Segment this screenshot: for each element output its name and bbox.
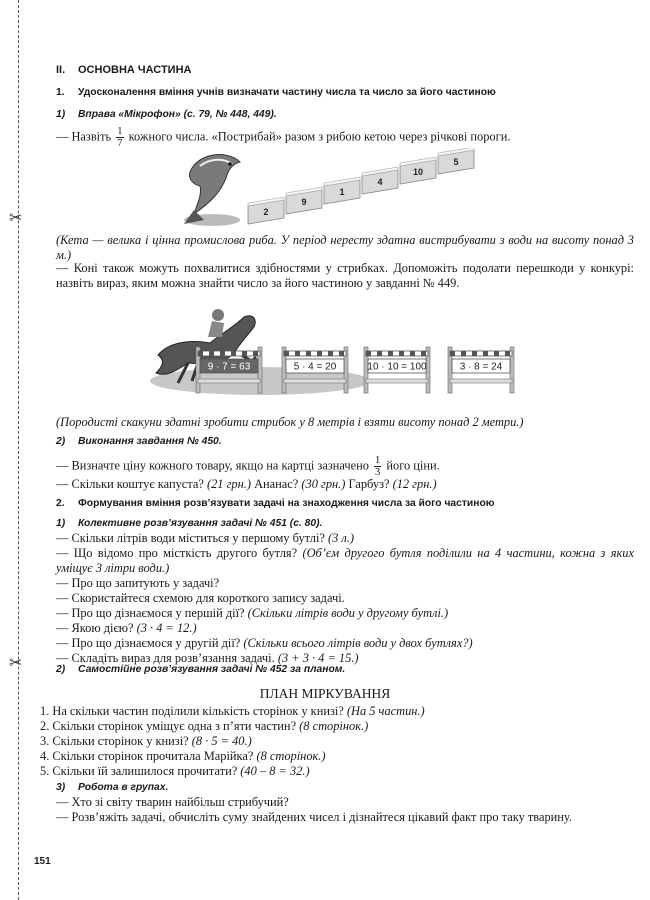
plan-item xyxy=(40,764,425,779)
plan-question: 4. Скільки сторінок прочитала Марійка? xyxy=(40,749,257,763)
qa-item xyxy=(56,606,634,621)
text: Гарбуз? xyxy=(345,477,393,491)
plan-answer: (8 сторінок.) xyxy=(299,719,369,733)
answer: (Скільки літрів води у другому бутлі.) xyxy=(247,606,449,620)
section-heading xyxy=(56,64,191,76)
fraction xyxy=(116,126,123,149)
stair-step xyxy=(400,157,436,184)
stair-step xyxy=(286,187,322,214)
exercise-title: Самостійне розв’язування задачі № 452 за планом. xyxy=(78,664,346,675)
note-horses: (Породисті скакуни здатні зробити стрибок у 8 метрів і взяти висоту понад 2 метри.) xyxy=(56,415,524,429)
section-title: ОСНОВНА ЧАСТИНА xyxy=(78,64,192,76)
stair-step-label: 10 xyxy=(412,167,424,177)
stair-step-label: 9 xyxy=(301,197,307,207)
fraction-numerator: 1 xyxy=(375,455,381,466)
fish-stairs-illustration xyxy=(180,148,480,228)
stair-step xyxy=(248,197,284,224)
exercise-3-heading xyxy=(56,518,322,529)
task-line-1 xyxy=(56,126,510,149)
plan-title: ПЛАН МІРКУВАННЯ xyxy=(259,686,391,701)
qa-item xyxy=(56,546,634,576)
answer: (21 грн.) xyxy=(206,477,251,491)
section-number: II. xyxy=(56,64,66,76)
hurdle xyxy=(448,347,514,393)
exercise-2-heading xyxy=(56,436,222,447)
fraction xyxy=(374,455,381,478)
exercise-1-heading xyxy=(56,109,277,120)
hurdle-expression: 3 · 8 = 24 xyxy=(459,361,503,373)
plan-item xyxy=(40,749,425,764)
question: — Що відомо про місткість другого бутля? xyxy=(56,546,303,560)
cut-line xyxy=(18,0,19,900)
task-line-2 xyxy=(56,455,440,478)
stair-step-label: 4 xyxy=(377,177,383,187)
page-number: 151 xyxy=(34,856,51,867)
plan-question: 5. Скільки їй залишилося прочитати? xyxy=(40,764,241,778)
question: — Скористайтеся схемою для короткого запису задачі. xyxy=(56,591,345,605)
qa-item xyxy=(56,591,634,606)
exercise-title: Виконання завдання № 450. xyxy=(78,436,222,447)
question: — Про що запитують у задачі? xyxy=(56,576,220,590)
exercise-number: 3) xyxy=(56,782,66,793)
qa-item xyxy=(56,636,634,651)
exercise-number: 1) xyxy=(56,518,66,529)
exercise-number: 1) xyxy=(56,109,66,120)
answer: (3 · 4 = 12.) xyxy=(136,621,197,635)
question: — Скільки літрів води міститься у першому бутлі? xyxy=(56,531,329,545)
salmon-icon xyxy=(184,155,240,226)
plan-question: 1. На скільки частин поділили кількість сторінок у книзі? xyxy=(40,704,347,718)
topic-number: 1. xyxy=(56,87,65,98)
exercise-title: Робота в групах. xyxy=(78,782,169,793)
exercise-number: 2) xyxy=(56,664,66,675)
plan-item xyxy=(40,719,425,734)
plan-item xyxy=(40,704,425,719)
scissors-icon: ✂ xyxy=(9,653,23,672)
answer: (3 + 3 · 4 = 15.) xyxy=(277,651,359,665)
plan-item xyxy=(40,734,425,749)
stairs xyxy=(248,148,474,224)
plan-answer: (8 сторінок.) xyxy=(256,749,326,763)
qa-item xyxy=(56,531,634,546)
text: кожного числа. «Пострибай» разом з рибою кетою через річкові пороги. xyxy=(125,129,511,144)
plan-answer: (8 · 5 = 40.) xyxy=(191,734,252,748)
qa-list xyxy=(56,531,634,666)
group-item: — Хто зі світу тварин найбільш стрибучий? xyxy=(56,795,289,809)
plan-list xyxy=(40,704,425,779)
qa-item xyxy=(56,576,634,591)
qa-item xyxy=(56,621,634,636)
answer: (Об’єм другого бутля поділили на 4 частини, кожна з яких уміщує 3 літри води.) xyxy=(56,546,635,575)
exercise-title: Вправа «Мікрофон» (с. 79, № 448, 449). xyxy=(78,109,277,120)
text: Ананас? xyxy=(250,477,302,491)
answer: (Скільки всього літрів води у двох бутлях?) xyxy=(243,636,473,650)
topic-number: 2. xyxy=(56,498,65,509)
plan-answer: (40 – 8 = 32.) xyxy=(240,764,310,778)
plan-question: 2. Скільки сторінок уміщує одна з п’яти частин? xyxy=(40,719,300,733)
stair-step-label: 2 xyxy=(263,207,269,217)
hurdle-expression: 5 · 4 = 20 xyxy=(293,361,337,373)
fraction-denominator: 3 xyxy=(375,467,381,478)
question: — Якою дією? xyxy=(56,621,137,635)
answer: (12 грн.) xyxy=(392,477,437,491)
topic-title: Формування вміння розв’язувати задачі на знаходження числа за його частиною xyxy=(78,498,495,509)
horse-hurdles-illustration xyxy=(148,303,558,403)
stair-step-label: 1 xyxy=(339,187,345,197)
fraction-numerator: 1 xyxy=(117,126,123,137)
exercise-title: Колективне розв’язування задачі № 451 (с. 80). xyxy=(78,518,323,529)
plan-question: 3. Скільки сторінок у книзі? xyxy=(40,734,192,748)
stair-step xyxy=(324,177,360,204)
topic-1-heading xyxy=(56,87,496,98)
exercise-4-heading xyxy=(56,664,345,675)
question: — Про що дізнаємося у другій дії? xyxy=(56,636,244,650)
horses-text: — Коні також можуть похвалитися здібностями у стрибках. Допоможіть подолати перешкоди у конкурі: назвіть вираз, яким можна знайти число за його частиною у завданні № 449. xyxy=(56,261,634,290)
group-list xyxy=(56,795,634,825)
answer: (3 л.) xyxy=(328,531,355,545)
answer: (30 грн.) xyxy=(301,477,346,491)
exercise-number: 2) xyxy=(56,436,66,447)
text: його ціни. xyxy=(383,458,440,473)
exercise-5-heading xyxy=(56,782,168,793)
hurdle-expression: 9 · 7 = 63 xyxy=(207,361,251,373)
question: — Складіть вираз для розв’язання задачі. xyxy=(56,651,278,665)
text: — Назвіть xyxy=(56,129,115,144)
fraction-denominator: 7 xyxy=(117,138,123,149)
task-line-3 xyxy=(56,477,437,492)
plan-answer: (На 5 частин.) xyxy=(346,704,425,718)
scissors-icon: ✂ xyxy=(9,208,23,227)
text: — Скільки коштує капуста? xyxy=(56,477,207,491)
group-item: — Розв’яжіть задачі, обчисліть суму знайдених чисел і дізнайтеся цікавий факт про таку тварину. xyxy=(56,810,572,824)
stair-step-label: 5 xyxy=(453,157,459,167)
hurdle xyxy=(364,347,430,393)
note-keta: (Кета — велика і цінна промислова риба. У період нересту здатна вистрибувати з води на висоту понад 3 м.) xyxy=(56,233,634,262)
question: — Про що дізнаємося у першій дії? xyxy=(56,606,248,620)
hurdle-expression: 10 · 10 = 100 xyxy=(367,361,427,373)
stair-step xyxy=(438,148,474,174)
topic-2-heading xyxy=(56,498,495,509)
topic-title: Удосконалення вміння учнів визначати частину числа та число за його частиною xyxy=(78,87,496,98)
text: — Визначте ціну кожного товару, якщо на картці зазначено xyxy=(56,458,373,473)
stair-step xyxy=(362,167,398,194)
